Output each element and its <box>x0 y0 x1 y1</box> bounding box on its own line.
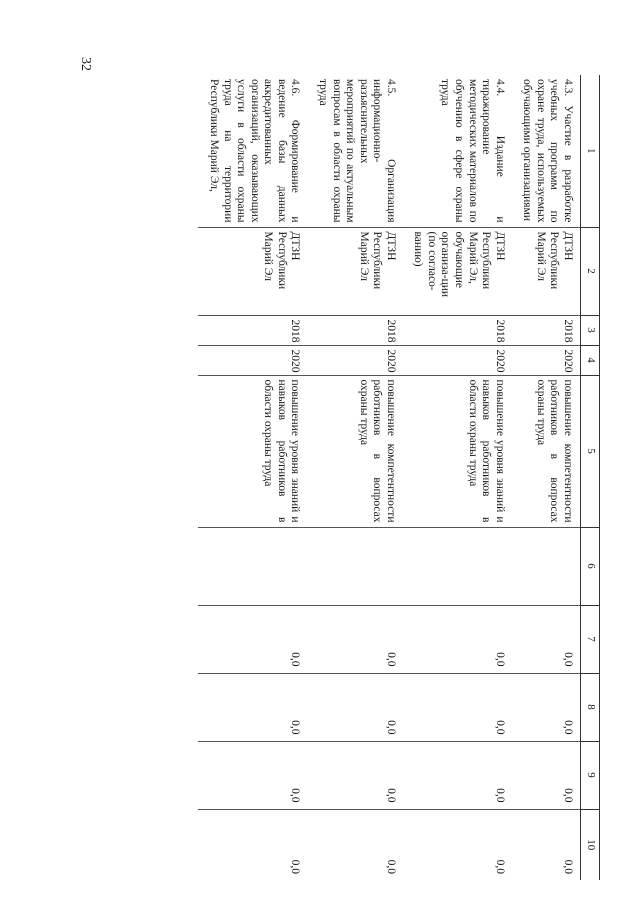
header-cell: 8 <box>581 673 600 741</box>
measure-name-cell: 4.6. Формирование и ведение базы данных аккредитованных организаций, оказывающих услуги в области охраны труда на территории Республики Марий Эл, <box>208 79 302 223</box>
expected-result-cell: повышение компетентности работников в вопросах охраны труда <box>307 375 402 527</box>
end-year-cell: 2020 <box>512 345 581 375</box>
header-cell: 7 <box>581 605 600 673</box>
value-cell: 0,0 <box>199 673 308 741</box>
end-year-cell: 2020 <box>307 345 402 375</box>
value-cell: 0,0 <box>403 673 512 741</box>
empty-cell <box>512 527 581 605</box>
executor-cell: ДТЗН Республики Марий Эл <box>199 227 308 315</box>
landscape-page <box>112 75 600 880</box>
end-year-cell: 2020 <box>199 345 308 375</box>
value-cell: 0,0 <box>199 809 308 880</box>
end-year-cell: 2020 <box>403 345 512 375</box>
executor-cell: ДТЗН Республики Марий Эл, обучающие организа-ции (по согласо-ванию) <box>403 227 512 315</box>
value-cell: 0,0 <box>403 741 512 809</box>
empty-cell <box>307 527 402 605</box>
page-number: 32 <box>78 57 93 71</box>
value-cell: 0,0 <box>307 673 402 741</box>
measure-name-cell: 4.3. Участие в разработке учебных программ по охране труда, используемых обучающими организациями <box>521 79 574 223</box>
header-cell: 3 <box>581 315 600 345</box>
header-cell: 10 <box>581 809 600 880</box>
program-table <box>199 75 601 880</box>
value-cell: 0,0 <box>512 741 581 809</box>
measure-name-cell: 4.4. Издание и тиражирование методических материалов по обучению в сфере охраны труда <box>439 79 506 223</box>
value-cell: 0,0 <box>512 605 581 673</box>
header-row <box>581 75 600 880</box>
value-cell: 0,0 <box>512 809 581 880</box>
empty-cell <box>403 527 512 605</box>
header-cell: 6 <box>581 527 600 605</box>
value-cell: 0,0 <box>403 809 512 880</box>
header-cell: 5 <box>581 375 600 527</box>
start-year-cell: 2018 <box>403 315 512 345</box>
value-cell: 0,0 <box>307 809 402 880</box>
table-row <box>199 75 308 880</box>
table-row <box>307 75 402 880</box>
start-year-cell: 2018 <box>199 315 308 345</box>
measure-name-cell: 4.5. Организация информационно-разъяснительных мероприятий по актуальным вопросам в области охраны труда <box>317 79 397 223</box>
header-cell: 1 <box>581 75 600 227</box>
table-row <box>512 75 581 880</box>
start-year-cell: 2018 <box>512 315 581 345</box>
header-cell: 2 <box>581 227 600 315</box>
header-cell: 4 <box>581 345 600 375</box>
value-cell: 0,0 <box>403 605 512 673</box>
value-cell: 0,0 <box>199 741 308 809</box>
executor-cell: ДТЗН Республики Марий Эл <box>307 227 402 315</box>
value-cell: 0,0 <box>199 605 308 673</box>
expected-result-cell: повышение компетентности работников в вопросах охраны труда <box>512 375 581 527</box>
start-year-cell: 2018 <box>307 315 402 345</box>
empty-cell <box>199 527 308 605</box>
expected-result-cell: повышение уровня знаний и навыков работников в области охраны труда <box>403 375 512 527</box>
table-row <box>403 75 512 880</box>
executor-cell: ДТЗН Республики Марий Эл <box>512 227 581 315</box>
header-cell: 9 <box>581 741 600 809</box>
expected-result-cell: повышение уровня знаний и навыков работников в области охраны труда <box>199 375 308 527</box>
value-cell: 0,0 <box>307 605 402 673</box>
value-cell: 0,0 <box>307 741 402 809</box>
value-cell: 0,0 <box>512 673 581 741</box>
